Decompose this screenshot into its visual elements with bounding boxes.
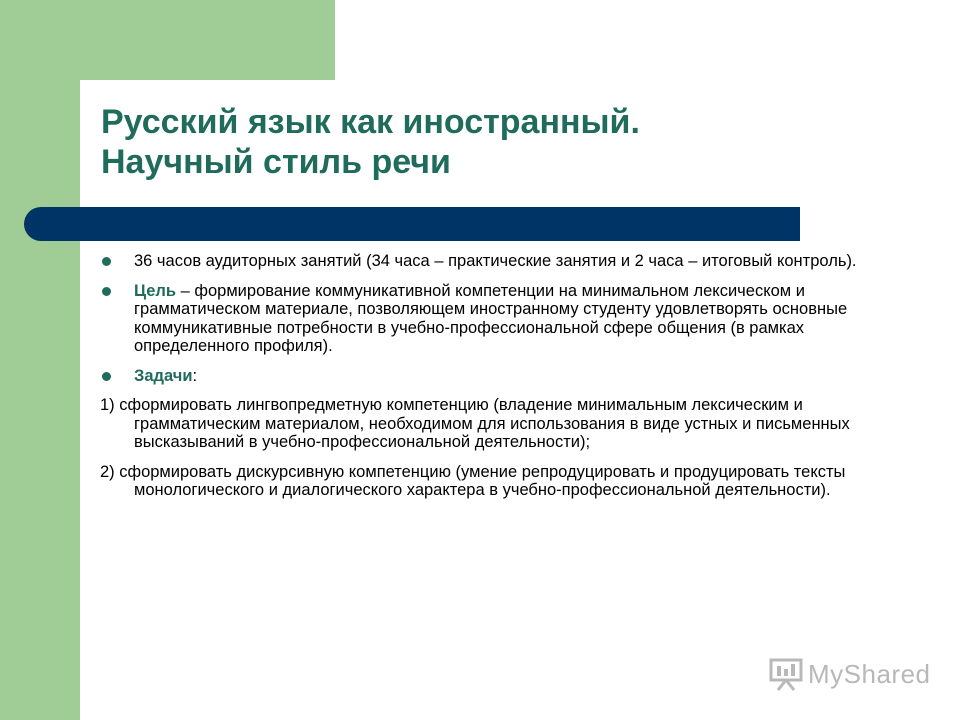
bullet-item-hours: [100, 252, 880, 271]
bullet-dot-icon: [102, 257, 111, 266]
decor-green-left: [0, 0, 80, 720]
task-item-2: 2) сформировать дискурсивную компетенцию (умение репродуцировать и продуцировать тексты монологического и диалогического характера в учебно-профессиональной деятельности).: [100, 462, 846, 499]
bullet-label: Цель: [134, 281, 177, 300]
decor-green-top: [0, 0, 335, 80]
watermark-text: MyShared: [808, 658, 931, 689]
slide-title: [101, 102, 861, 182]
slide-body: [100, 252, 880, 511]
title-divider-bar: [24, 207, 800, 241]
slide-title-line1: Русский язык как иностранный.: [101, 103, 640, 141]
presentation-board-icon: [768, 657, 804, 691]
task-item-1: 1) сформировать лингвопредметную компетенцию (владение минимальным лексическим и грамматическим материалом, необходимом для использования в виде устных и письменных высказываний в учебно-профессиональной деятельности);: [100, 396, 850, 451]
watermark-logo: [768, 656, 931, 692]
bullet-text: :: [192, 366, 198, 385]
slide-title-line2: Научный стиль речи: [101, 143, 451, 181]
bullet-item-tasks: [100, 367, 880, 386]
bullet-dot-icon: [102, 287, 111, 296]
bullet-dot-icon: [102, 372, 111, 381]
bullet-label: Задачи: [134, 366, 193, 385]
bullet-text: – формирование коммуникативной компетенции на минимальном лексическом и грамматическом материале, позволяющем иностранному студенту удовлетворять основные коммуникативные потребности в учебно-профессиональной сфере общения (в рамках определенного профиля).: [134, 281, 848, 355]
bullet-text: 36 часов аудиторных занятий (34 часа – практические занятия и 2 часа – итоговый контроль).: [134, 252, 857, 270]
bullet-item-goal: [100, 282, 880, 356]
